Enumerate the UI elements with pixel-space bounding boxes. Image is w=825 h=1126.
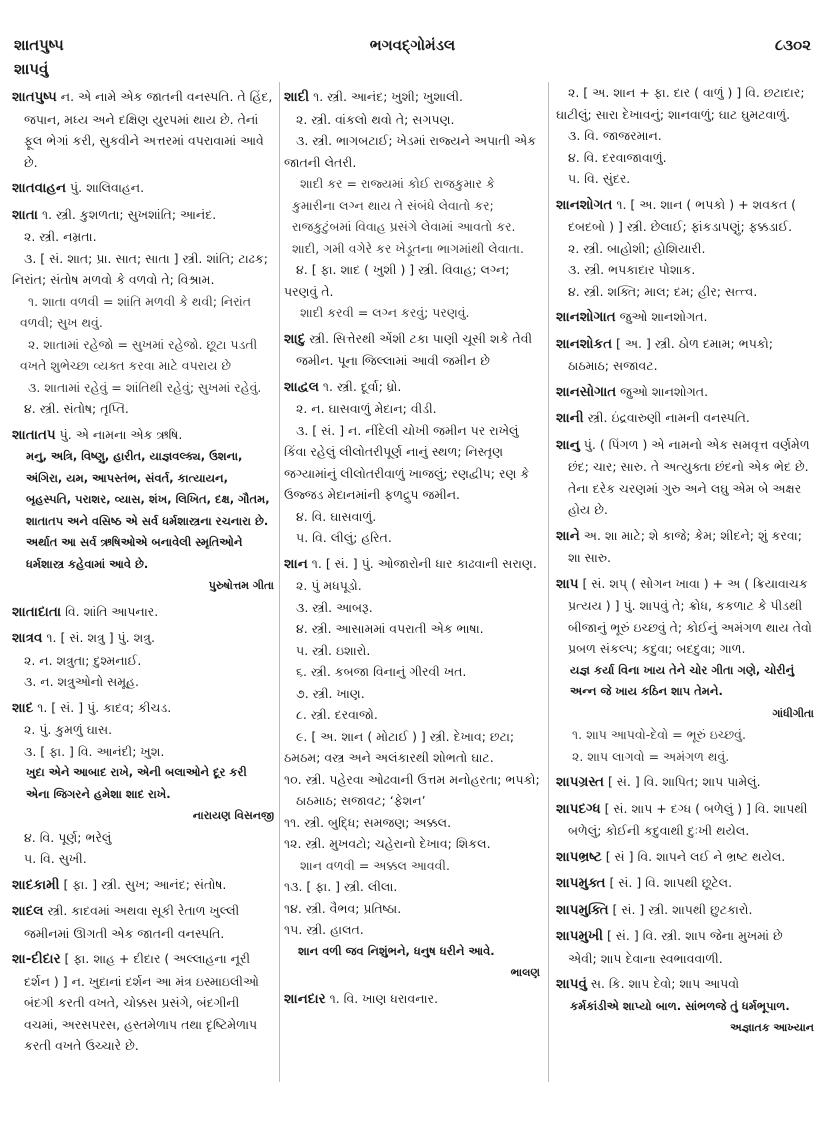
sense <box>556 281 814 303</box>
sense <box>556 125 814 147</box>
sense <box>284 597 540 619</box>
dictionary-entry <box>12 424 274 447</box>
headword: શાપદગ્ધ <box>556 800 601 817</box>
usage-example <box>12 377 274 399</box>
definition-text: ૩. વિ. જાજરમાન. <box>568 128 662 143</box>
headword: શાતાતપ <box>12 426 56 443</box>
dictionary-entry <box>12 627 274 650</box>
dictionary-entry <box>556 306 814 329</box>
definition-text: પુરુષોત્તમ ગીતા <box>208 579 274 592</box>
definition-text: પું. એ નામના એક ઋષિ. <box>55 426 183 442</box>
definition-text: સ્ત્રી. કાદવમાં અથવા સૂકી રેતાળ ખુલ્લી જમીનમાં ઊગતી એક જાતની વનસ્પતિ. <box>24 903 240 941</box>
definition-text: [ અ. ] સ્ત્રી. ઠોળ દમામ; ભપકો; ઠાઠમાઠ; સજાવટ. <box>568 335 773 373</box>
dictionary-entry <box>556 434 814 521</box>
definition-text: ૨. [ અ. શાન + ફા. દાર ( વાળું ) ] વિ. છટાદાર; ઘાટીલું; સારા દેખાવનું; શાનવાળું; ઘાટ ઘુમટવાળું. <box>556 85 805 122</box>
dictionary-entry <box>284 553 540 576</box>
definition-text: ભાલણ <box>510 966 540 979</box>
definition-text: સ્ત્રી. ઇંદ્રવારુણી નામની વનસ્પતિ. <box>583 410 750 425</box>
sense <box>12 398 274 420</box>
headword: શાપમુક્તિ <box>556 901 609 918</box>
usage-example <box>284 173 540 259</box>
definition-text: અ. શા માટે; શે કાજે; કેમ; શીદને; શું કરવા; શા સારુ. <box>568 527 802 565</box>
definition-text: ૨. પું મધપૂડો. <box>296 578 362 593</box>
definition-text: ૪. સ્ત્રી. સંતોષ; તૃપ્તિ. <box>24 401 129 416</box>
headword: શાત્રવ <box>12 630 43 646</box>
definition-text: ૮. સ્ત્રી. દરવાજો. <box>296 707 378 722</box>
definition-text: ૨. સ્ત્રી. બાહોશી; હોશિયારી. <box>568 240 706 256</box>
dictionary-entry <box>284 328 540 372</box>
dictionary-column-1 <box>12 82 274 1057</box>
definition-text: ૪. [ ફા. શાદ ( ખુશી ) ] સ્ત્રી. વિવાહ; લગ્ન; પરણવું તે. <box>284 262 510 299</box>
dictionary-entry <box>556 798 814 842</box>
definition-text: ૨. શાપ લાગવો = અમંગળ થવું. <box>572 748 730 764</box>
definition-text: સ. કિ. શાપ દેવો; શાપ આપવો <box>586 976 740 991</box>
definition-text: ૧. શાતા વળવી = શાંતિ મળવી કે થવી; નિરાંત વળવી; સુખ થવું. <box>20 293 251 330</box>
dictionary-column-3 <box>556 82 814 1039</box>
citation <box>12 805 274 827</box>
sense <box>284 876 540 898</box>
definition-text: મનુ, અત્રિ, વિષ્ણુ, હારીત, યાજ્ઞવલ્ક્ય, ઉશના, અંગિરા, યમ, આપસ્તંભ, સંવર્ત, કાત્યાયન, બૃહસ્પતિ, પરાશર, વ્યાસ, શંખ, લિખિત, દક્ષ, ગૌતમ, શાતાતપ અને વસિષ્ઠ એ સર્વ ધર્મશાસ્ત્રના રચનારા છે. અર્થાત આ સર્વ ઋષિઓએ બનાવેલી સ્મૃતિઓને ધર્મશાસ્ત્ર કહેવામાં આવે છે. <box>26 449 270 571</box>
quotation <box>284 941 540 963</box>
definition-text: ૫. વિ. લીલું; હરિત. <box>296 530 392 545</box>
sense <box>556 147 814 169</box>
definition-text: [ સં. ] વિ. શાપિત; શાપ પામેલું. <box>603 774 761 789</box>
dictionary-entry <box>12 697 274 720</box>
quotation <box>556 996 814 1018</box>
definition-text: ૧૧. સ્ત્રી. બુદ્ધિ; સમજણ; અક્કલ. <box>284 814 452 830</box>
sense <box>284 919 540 941</box>
sense <box>556 168 814 190</box>
headword: શાપભ્રષ્ટ <box>556 848 602 865</box>
definition-text: સ્ત્રી. સિત્તેરથી એંશી ટકા પાણી ચૂસી શકે તેવી જમીન. પૂના જિલ્લામાં આવી જમીન છે <box>296 330 533 368</box>
definition-text: ૧. શાપ આપવો-દેવો = ભૂરું ઇચ્છવું. <box>572 727 746 742</box>
headword: શાનદાર <box>284 990 326 1007</box>
headword: શાનશોકત <box>556 335 613 352</box>
sense <box>284 812 540 834</box>
definition-text: ૬. સ્ત્રી. કબજા વિનાનું ગીરવી ખત. <box>296 664 467 679</box>
headword: શાન <box>284 555 308 572</box>
headword: શાદકામી <box>12 876 60 893</box>
headword: શાદુ <box>284 330 306 347</box>
sense <box>12 650 274 672</box>
definition-text: [ ફા. ] સ્ત્રી. સુખ; આનંદ; સંતોષ. <box>59 876 227 892</box>
definition-text: ૯. [ અ. શાન ( મોટાઈ ) ] સ્ત્રી. દેખાવ; છટા; ઠમઠમ; વસ્ત્ર અને અલંકારથી શોભતો ઘાટ. <box>284 728 515 765</box>
dictionary-entry <box>12 177 274 200</box>
quotation <box>556 660 814 703</box>
dictionary-entry <box>12 601 274 624</box>
sense <box>284 704 540 726</box>
definition-text: ૧૩. [ ફા. ] સ્ત્રી. લીલા. <box>284 879 398 894</box>
definition-text: શાદી કર = રાજ્યમાં કોઈ રાજકુમાર કે કુમારીના લગ્ન થાય તે સંબંધે લેવાતો કર; રાજકુટુંબમાં વિવાહ પ્રસંગે લેવામાં આવતો કર. શાદી, ગમી વગેરે કર ખેડૂતના ભાગમાંથી લેવાતા. <box>292 176 524 256</box>
headword: શાનુ <box>556 436 580 453</box>
sense <box>284 640 540 662</box>
headword: શાતાદાતા <box>12 603 62 620</box>
definition-text: ૨. સ્ત્રી. વાંકલો થવો તે; સગપણ. <box>296 111 455 127</box>
definition-text: ૪. વિ. પૂર્ણ; ભરેલું <box>24 829 112 845</box>
definition-text: ૧. [ સં. ] પું. ઓજારોની ધાર કાઢવાની સરાણ. <box>307 555 537 571</box>
sense <box>12 741 274 763</box>
sense <box>284 259 540 302</box>
sense <box>12 226 274 248</box>
sense <box>556 82 814 125</box>
headword: શાદ્વલ <box>284 378 319 395</box>
dictionary-entry <box>556 846 814 869</box>
column-divider <box>548 82 549 1082</box>
quotation <box>12 762 274 805</box>
definition-text: ૧. [ સં. શત્રુ ] પું. શત્રુ. <box>42 630 155 645</box>
column-divider <box>279 82 280 1082</box>
headword: શાનસોગાત <box>556 383 617 400</box>
sense <box>284 618 540 640</box>
definition-text: ૧. સ્ત્રી. દૂર્વા; ધ્રો. <box>318 378 402 394</box>
dictionary-entry <box>284 86 540 109</box>
sense <box>284 833 540 855</box>
citation <box>556 703 814 725</box>
usage-example <box>556 724 814 746</box>
sense <box>284 683 540 705</box>
page-number: ૮૩૦૨ <box>774 36 811 54</box>
citation <box>556 1017 814 1039</box>
sense <box>284 506 540 528</box>
definition-text: ૪. વિ. ઘાસવાળું. <box>296 508 377 524</box>
headword: શાપ <box>556 575 579 592</box>
definition-text: ૩. [ સં. ] ન. નીંદેલી ચોખી જમીન પર રાખેલું કિંવા રહેલું લીલોતરીપૂર્ણ નાનું સ્થળ; નિસ્તૃણ જગ્યામાંનું લીલોતરીવાળું ખાજલું; રણદ્વીપ; રણ કે ઉજ્જડ મેદાનમાંની ફળદ્રુપ જમીન. <box>284 422 530 502</box>
definition-text: શાન વળી જવ નિશુંભને, ધનુષ ધરીને આવે. <box>298 943 495 958</box>
dictionary-entry <box>556 925 814 969</box>
definition-text: [ ફા. શાહ + દીદાર ( અલ્લાહના નૂરી દર્શન ) ] ન. ખુદાનાં દર્શન આ મંત્ર ઇસ્માઇલીઓ બંદગી કરતી વખતે, ચોક્કસ પ્રસંગે, બંદગીની વચમાં, અરસપરસ, હસ્તમેળાપ તથા દૃષ્ટિમેળાપ કરતી વખતે ઉચ્ચારે છે. <box>24 951 259 1053</box>
definition-text: ૫. વિ. સુખી. <box>24 851 87 866</box>
sense <box>284 527 540 549</box>
dictionary-entry <box>12 86 274 173</box>
definition-text: ૧. સ્ત્રી. આનંદ; ખુશી; ખુશાલી. <box>309 89 464 104</box>
sense <box>12 827 274 849</box>
definition-text: ૩. સ્ત્રી. ભપકાદાર પોશાક. <box>568 262 696 277</box>
usage-example <box>12 291 274 334</box>
definition-text: અજ્ઞાતક આખ્યાન <box>730 1021 814 1034</box>
definition-text: ૨. સ્ત્રી. નમ્રતા. <box>24 229 97 244</box>
definition-text: ન. એ નામે એક જાતની વનસ્પતિ. તે હિંદ, જપાન, મધ્ય અને દક્ષિણ યુરપમાં થાય છે. તેનાં ફૂલ ભેગાં કરી, સુકવીને અત્તરમાં વપરાવામાં આવે છે. <box>24 89 273 170</box>
headword: શાને <box>556 527 580 544</box>
sense <box>556 238 814 260</box>
sense <box>284 769 540 812</box>
page-title: ભગવદ્ગોમંડલ <box>369 36 456 54</box>
definition-text: ૨. ન. ઘાસવાળું મેદાન; વીડી. <box>296 401 437 416</box>
headword: શાની <box>556 410 584 426</box>
definition-text: ૩. ન. શત્રુઓનો સમૂહ. <box>24 674 139 689</box>
definition-text: ૧૪. સ્ત્રી. વૈભવ; પ્રતિષ્ઠા. <box>284 900 402 916</box>
sense <box>284 726 540 769</box>
headword: શાનશોગાત <box>556 309 616 325</box>
definition-text: ૧૫. સ્ત્રી. હાલત. <box>284 922 364 937</box>
definition-text: [ સં. ] સ્ત્રી. શાપથી છુટકારો. <box>608 901 753 917</box>
definition-text: ૩. [ સં. શાત; પ્રા. સાત; સાતા ] સ્ત્રી. શાંતિ; ટાઢક; નિરાંત; સંતોષ મળવો કે વળવો તે; વિશ્રામ. <box>12 250 268 287</box>
usage-example <box>556 746 814 768</box>
definition-text: ૧. સ્ત્રી. કુશળતા; સુખશાંતિ; આનંદ. <box>37 206 217 222</box>
definition-text: નારાયણ વિસનજી <box>192 809 274 822</box>
definition-text: ૨. પું. કુમળું ઘાસ. <box>24 722 113 737</box>
headword: શા-દીદાર <box>12 951 61 967</box>
definition-text: [ સં. ] વિ. શાપથી છૂટેલ. <box>605 875 733 890</box>
definition-text: [ સં. શપ્ ( સોગન ખાવા ) + અ ( ક્રિયાવાચક પ્રત્યય ) ] પું. શાપવું તે; ક્રોધ, કકળાટ કે પીડથી બીજાનું ભૂરું ઇચ્છવું તે; કોઈનું અમંગળ થાય તેવો પ્રબળ સંકલ્પ; કદુવા; બદદુવા; ગાળ. <box>568 575 812 656</box>
definition-text: [ સં ] વિ. શાપને લઈ ને ભ્રષ્ટ થયેલ. <box>601 848 786 864</box>
dictionary-entry <box>556 525 814 569</box>
dictionary-column-2 <box>284 82 540 1010</box>
headword: શાદલ <box>12 903 44 919</box>
definition-text: પું. ( પિંગળ ) એ નામનો એક સમવૃત્ત વર્ણમેળ છંદ; ચાર; સારુ. તે અત્યુક્તા છંદનો એક ભેદ છે. તેના દરેક ચરણમાં ગુરુ અને લઘુ એમ બે અક્ષર હોય છે. <box>568 436 810 517</box>
definition-text: ૨. શાતામાં રહેજો = સુખમાં રહેજો. છૂટા પડતી વખતે શુભેચ્છા વ્યક્ત કરવા માટે વપરાય છે <box>20 336 258 373</box>
headword: શાપવું <box>556 976 587 992</box>
guide-word-first: શાતપુષ્પ <box>14 36 64 54</box>
dictionary-entry <box>556 872 814 895</box>
headword: શાદ <box>12 699 34 716</box>
dictionary-entry <box>12 948 274 1057</box>
definition-text: ૨. ન. શત્રુતા; દુશ્મનાઈ. <box>24 652 142 668</box>
sense <box>284 398 540 420</box>
definition-text: જુઓ શાનશોગત. <box>615 309 708 324</box>
definition-text: જુઓ શાનશોગત. <box>616 383 709 399</box>
headword: શાતવાહન <box>12 180 67 196</box>
headword: શાપમુક્ત <box>556 875 606 891</box>
headword: શાતા <box>12 206 38 223</box>
definition-text: ૧. [ સં. ] પું. કાદવ; કીચડ. <box>33 699 172 715</box>
sense <box>12 248 274 291</box>
dictionary-entry <box>556 899 814 922</box>
usage-example <box>284 302 540 324</box>
definition-text: શાદી કરવી = લગ્ન કરવું; પરણવું. <box>300 305 470 320</box>
dictionary-entry <box>556 573 814 660</box>
quotation <box>12 446 274 575</box>
headword: શાપગ્રસ્ત <box>556 774 604 790</box>
dictionary-entry <box>284 376 540 399</box>
dictionary-entry <box>12 874 274 897</box>
sense <box>284 420 540 506</box>
definition-text: ૩. [ ફા. ] વિ. આનંદી; ખુશ. <box>24 743 165 759</box>
citation <box>284 962 540 984</box>
usage-example <box>284 855 540 877</box>
definition-text: ૫. સ્ત્રી. ઇશારો. <box>296 642 371 658</box>
definition-text: ૩. શાતામાં રહેવું = શાંતિથી રહેવું; સુખમાં રહેવું. <box>28 379 262 395</box>
definition-text: ૧. [ અ. શાન ( ભપકો ) + શવકત ( દબદબો ) ] સ્ત્રી. છેલાઈ; ફાંકડાપણું; ફક્કડાઈ. <box>568 196 796 234</box>
definition-text: કર્મકાંડીએ શાપ્યો બાળ. સાંભળજે તું ધર્મભૂપાળ. <box>570 998 790 1013</box>
sense <box>284 575 540 597</box>
definition-text: શાન વળવી = અક્કલ આવવી. <box>300 857 450 873</box>
dictionary-entry <box>556 333 814 377</box>
sense <box>12 671 274 693</box>
definition-text: ૪. વિ. દરવાજાવાળું. <box>568 149 667 165</box>
citation <box>12 575 274 597</box>
definition-text: ૩. સ્ત્રી. ભાગબટાઈ; ખેડમાં રાજ્યને અપાતી એક જાતની લેતરી. <box>284 133 537 170</box>
definition-text: ૫. વિ. સુંદર. <box>568 171 631 186</box>
guide-word-last: શાપવું <box>14 60 49 78</box>
headword: શાદી <box>284 89 310 105</box>
dictionary-entry <box>12 900 274 944</box>
dictionary-entry <box>556 973 814 996</box>
sense <box>12 719 274 741</box>
sense <box>284 661 540 683</box>
headword: શાનશોગત <box>556 196 613 213</box>
headword: શાતપુષ્પ <box>12 89 57 105</box>
definition-text: ૪. સ્ત્રી. શક્તિ; માલ; દમ; હીર; સત્ત્વ. <box>568 283 758 299</box>
sense <box>284 130 540 173</box>
headword: શાપમુખી <box>556 928 603 944</box>
definition-text: ગાંધીગીતા <box>772 706 814 720</box>
definition-text: ૩. સ્ત્રી. આબરૂ. <box>296 599 373 615</box>
dictionary-entry <box>556 194 814 238</box>
definition-text: યજ્ઞ કર્યા વિના ખાય તેને ચોર ગીતા ગણે, ચોરીનું અન્ન જે ખાય કઠિન શાપ તેમને. <box>570 662 795 698</box>
definition-text: [ સં. શાપ + દગ્ધ ( બળેલું ) ] વિ. શાપથી બળેલું; કોઈની કદુવાથી દુઃખી થયેલ. <box>568 800 808 838</box>
definition-text: ૧૦. સ્ત્રી. પહેરવા ઓઢવાની ઉત્તમ મનોહરતા; ભપકો; ઠાઠમાઠ; સજાવટ; ‘ફેશન’ <box>284 771 540 808</box>
sense <box>556 259 814 281</box>
definition-text: વિ. શાંતિ આપનાર. <box>61 603 159 619</box>
dictionary-entry <box>556 407 814 430</box>
dictionary-entry <box>556 381 814 404</box>
definition-text: ૧. વિ. ખાણ ધરાવનાર. <box>325 990 439 1006</box>
definition-text: ૭. સ્ત્રી. ખાણ. <box>296 685 365 701</box>
definition-text: પું. શાલિવાહન. <box>66 180 145 195</box>
dictionary-entry <box>12 204 274 227</box>
sense <box>284 109 540 131</box>
definition-text: ૪. સ્ત્રી. આસામમાં વપરાતી એક ભાષા. <box>296 621 484 636</box>
dictionary-entry <box>284 988 540 1011</box>
definition-text: ખુદા એને આબાદ રાખે, એની બલાઓને દૂર કરી એના જિગરને હમેશા શાદ રાખે. <box>26 765 247 801</box>
sense <box>12 848 274 870</box>
usage-example <box>12 334 274 377</box>
definition-text: ૧૨. સ્ત્રી. મુખવટો; ચહેરાનો દેખાવ; શિકલ. <box>284 836 491 851</box>
sense <box>284 898 540 920</box>
dictionary-entry <box>556 771 814 794</box>
definition-text: [ સં. ] વિ. સ્ત્રી. શાપ જેના મુખમાં છે એવી; શાપ દેવાના સ્વભાવવાળી. <box>568 928 783 966</box>
